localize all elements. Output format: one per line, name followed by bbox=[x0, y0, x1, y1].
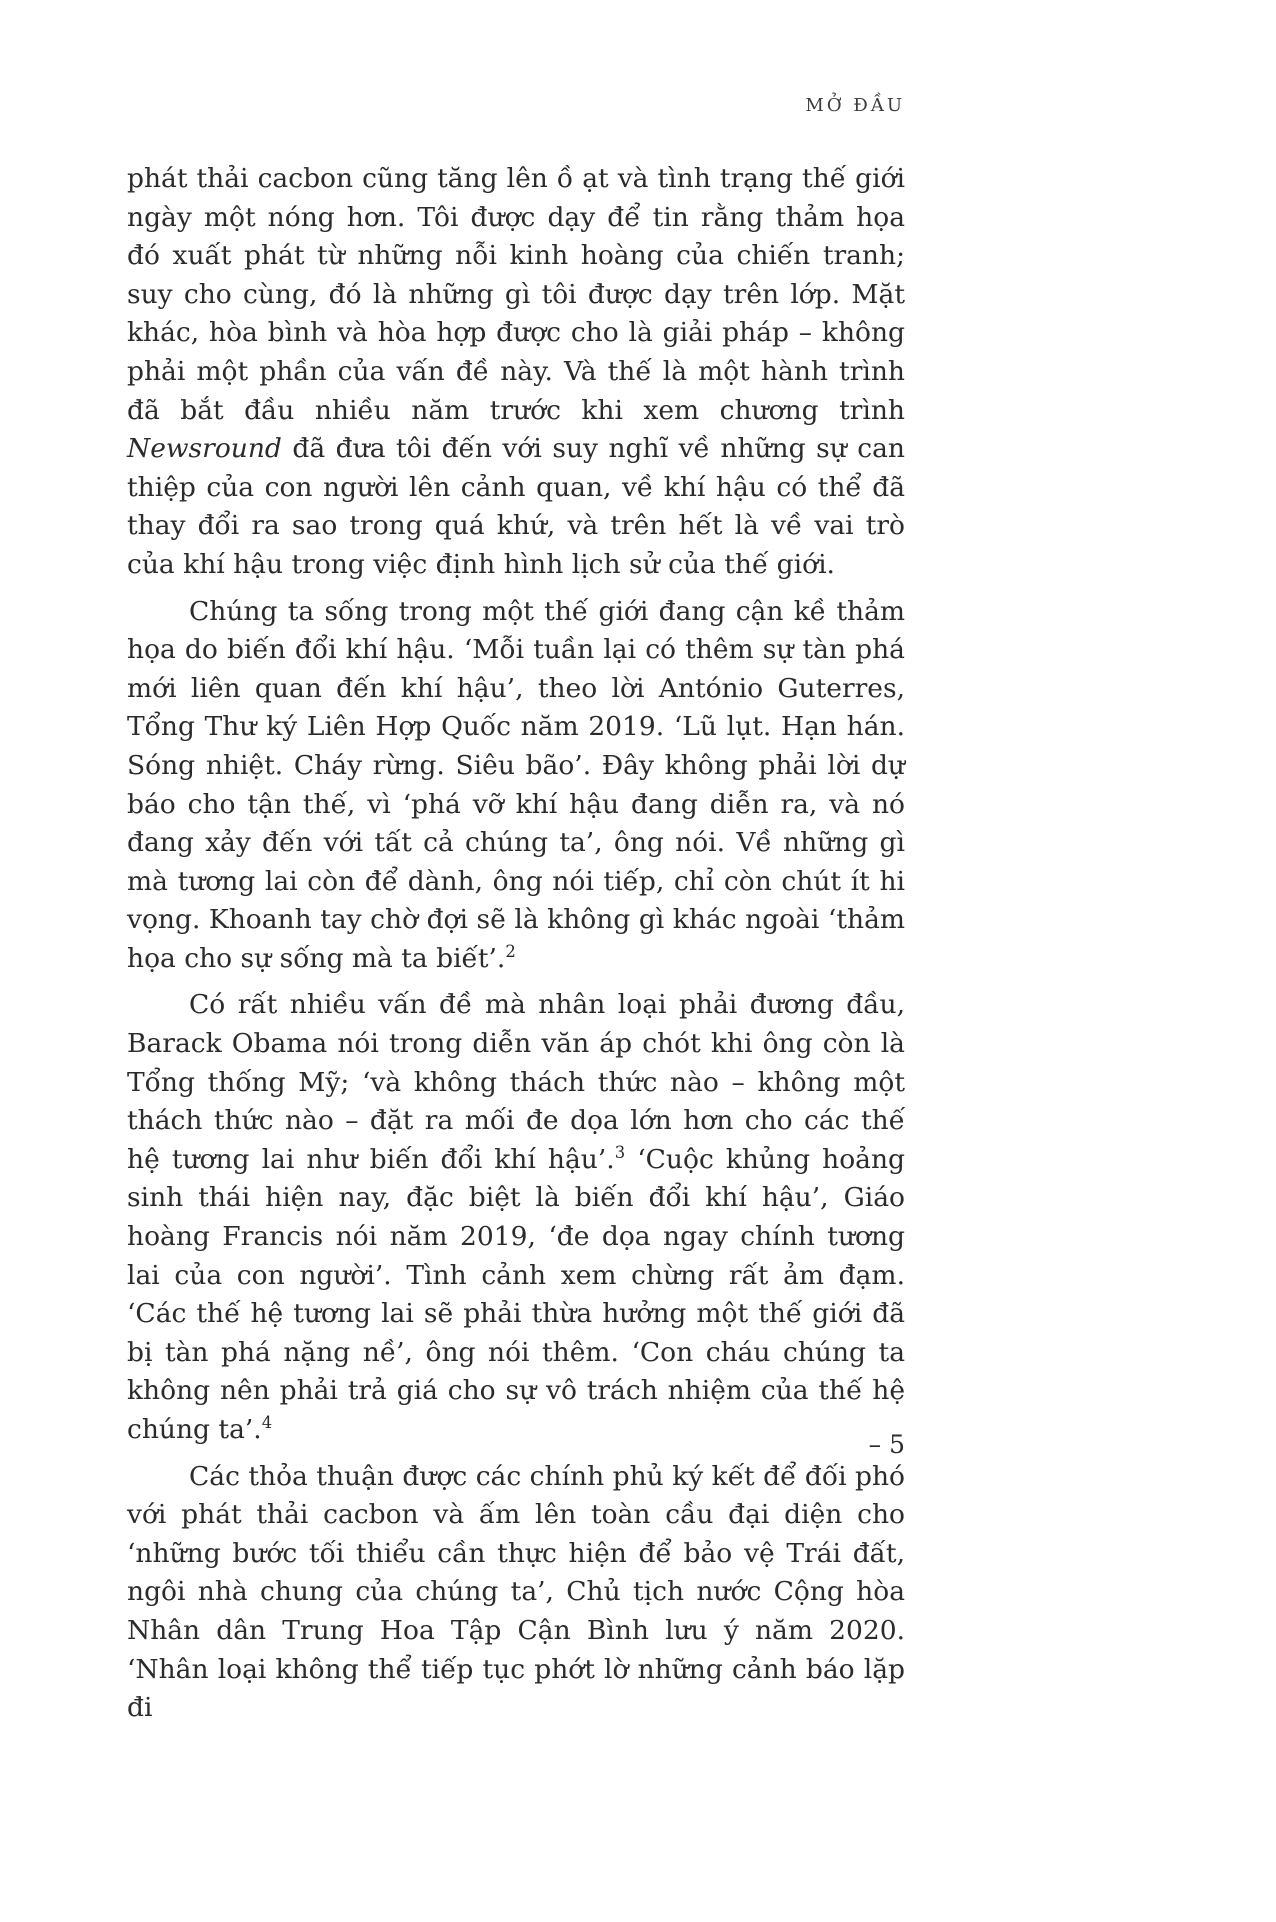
body-text bbox=[127, 160, 905, 1736]
text-run: ‘Cuộc khủng hoảng sinh thái hiện nay, đặc biệt là biến đổi khí hậu’, Giáo hoàng Francis nói năm 2019, ‘đe dọa ngay chính tương lai của con người’. Tình cảnh xem chừng rất ảm đạm. ‘Các thế hệ tương lai sẽ phải thừa hưởng một thế giới đã bị tàn phá nặng nề’, ông nói thêm. ‘Con cháu chúng ta không nên phải trả giá cho sự vô trách nhiệm của thế hệ chúng ta’. bbox=[127, 1143, 905, 1445]
paragraphs bbox=[127, 160, 905, 1728]
paragraph bbox=[127, 160, 905, 585]
paragraph bbox=[127, 986, 905, 1449]
italic-work-title: Newsround bbox=[127, 433, 282, 465]
footnote-reference: 4 bbox=[261, 1413, 273, 1433]
text-run: đã đưa tôi đến với suy nghĩ về những sự can thiệp của con người lên cảnh quan, về khí hậu có thể đã thay đổi ra sao trong quá khứ, và trên hết là về vai trò của khí hậu trong việc định hình lịch sử của thế giới. bbox=[127, 433, 905, 580]
text-run: Các thỏa thuận được các chính phủ ký kết để đối phó với phát thải cacbon và ấm lên toàn cầu đại diện cho ‘những bước tối thiểu cần thực hiện để bảo vệ Trái đất, ngôi nhà chung của chúng ta’, Chủ tịch nước Cộng hòa Nhân dân Trung Hoa Tập Cận Bình lưu ý năm 2020. ‘Nhân loại không thể tiếp tục phớt lờ những cảnh báo lặp đi bbox=[127, 1460, 905, 1724]
text-run: Có rất nhiều vấn đề mà nhân loại phải đương đầu, Barack Obama nói trong diễn văn áp chót khi ông còn là Tổng thống Mỹ; ‘và không thách thức nào – không một thách thức nào – đặt ra mối đe dọa lớn hơn cho các thế hệ tương lai như biến đổi khí hậu’. bbox=[127, 989, 905, 1175]
footnote-reference: 3 bbox=[614, 1143, 626, 1163]
page-number: – 5 bbox=[868, 1430, 905, 1459]
paragraph bbox=[127, 1458, 905, 1728]
text-run: Chúng ta sống trong một thế giới đang cận kề thảm họa do biến đổi khí hậu. ‘Mỗi tuần lại có thêm sự tàn phá mới liên quan đến khí hậu’, theo lời António Guterres, Tổng Thư ký Liên Hợp Quốc năm 2019. ‘Lũ lụt. Hạn hán. Sóng nhiệt. Cháy rừng. Siêu bão’. Đây không phải lời dự báo cho tận thế, vì ‘phá vỡ khí hậu đang diễn ra, và nó đang xảy đến với tất cả chúng ta’, ông nói. Về những gì mà tương lai còn để dành, ông nói tiếp, chỉ còn chút ít hi vọng. Khoanh tay chờ đợi sẽ là không gì khác ngoài ‘thảm họa cho sự sống mà ta biết’. bbox=[127, 595, 905, 974]
running-header: MỞ ĐẦU bbox=[805, 95, 905, 116]
text-run: phát thải cacbon cũng tăng lên ồ ạt và tình trạng thế giới ngày một nóng hơn. Tôi được dạy để tin rằng thảm họa đó xuất phát từ những nỗi kinh hoàng của chiến tranh; suy cho cùng, đó là những gì tôi được dạy trên lớp. Mặt khác, hòa bình và hòa hợp được cho là giải pháp – không phải một phần của vấn đề này. Và thế là một hành trình đã bắt đầu nhiều năm trước khi xem chương trình bbox=[127, 163, 905, 426]
paragraph bbox=[127, 593, 905, 979]
footnote-reference: 2 bbox=[505, 942, 516, 962]
